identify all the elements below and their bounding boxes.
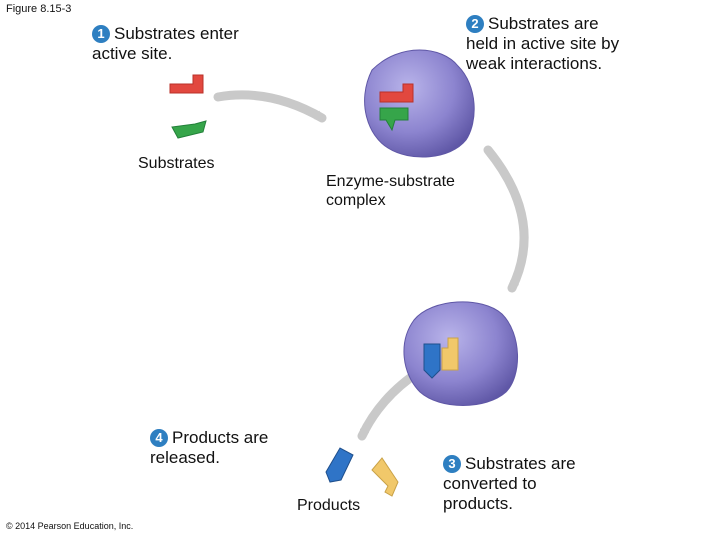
step-2-badge: 2	[466, 15, 484, 33]
step-4-line2: released.	[150, 448, 220, 467]
cycle-arrow-2-to-3	[488, 150, 524, 288]
complex-label-line2: complex	[326, 192, 386, 209]
step-1-badge: 1	[92, 25, 110, 43]
step-2-line1: Substrates are	[488, 14, 599, 33]
product-yellow-shape	[372, 458, 398, 496]
step-4-caption	[150, 428, 268, 468]
substrate-red-shape	[170, 75, 203, 93]
step-1-caption	[92, 24, 239, 64]
substrates-label: Substrates	[138, 155, 215, 172]
cycle-arrow-1-to-2	[218, 95, 322, 118]
copyright-notice: © 2014 Pearson Education, Inc.	[6, 521, 134, 531]
cycle-arrow-3-to-4	[362, 378, 410, 436]
substrate-green-shape	[172, 121, 206, 138]
step-4-badge: 4	[150, 429, 168, 447]
step-2-line3: weak interactions.	[466, 54, 603, 73]
step-2-caption	[466, 14, 619, 74]
enzyme-substrate-complex-shape	[365, 50, 475, 157]
step-3-caption	[443, 454, 576, 514]
figure-label: Figure 8.15-3	[6, 3, 72, 15]
step-4-line1: Products are	[172, 428, 269, 447]
step-3-line3: products.	[443, 494, 513, 513]
products-label: Products	[297, 497, 361, 514]
step-1-line2: active site.	[92, 44, 173, 63]
step-1-line1: Substrates enter	[114, 24, 239, 43]
step-3-line1: Substrates are	[465, 454, 576, 473]
product-blue-shape	[326, 448, 353, 482]
enzyme-substrate-complex-label	[326, 172, 455, 210]
step-3-badge: 3	[443, 455, 461, 473]
step-2-line2: held in active site by	[466, 34, 620, 53]
step-3-line2: converted to	[443, 474, 537, 493]
enzyme-with-products-shape	[404, 302, 518, 406]
complex-label-line1: Enzyme-substrate	[326, 173, 455, 190]
